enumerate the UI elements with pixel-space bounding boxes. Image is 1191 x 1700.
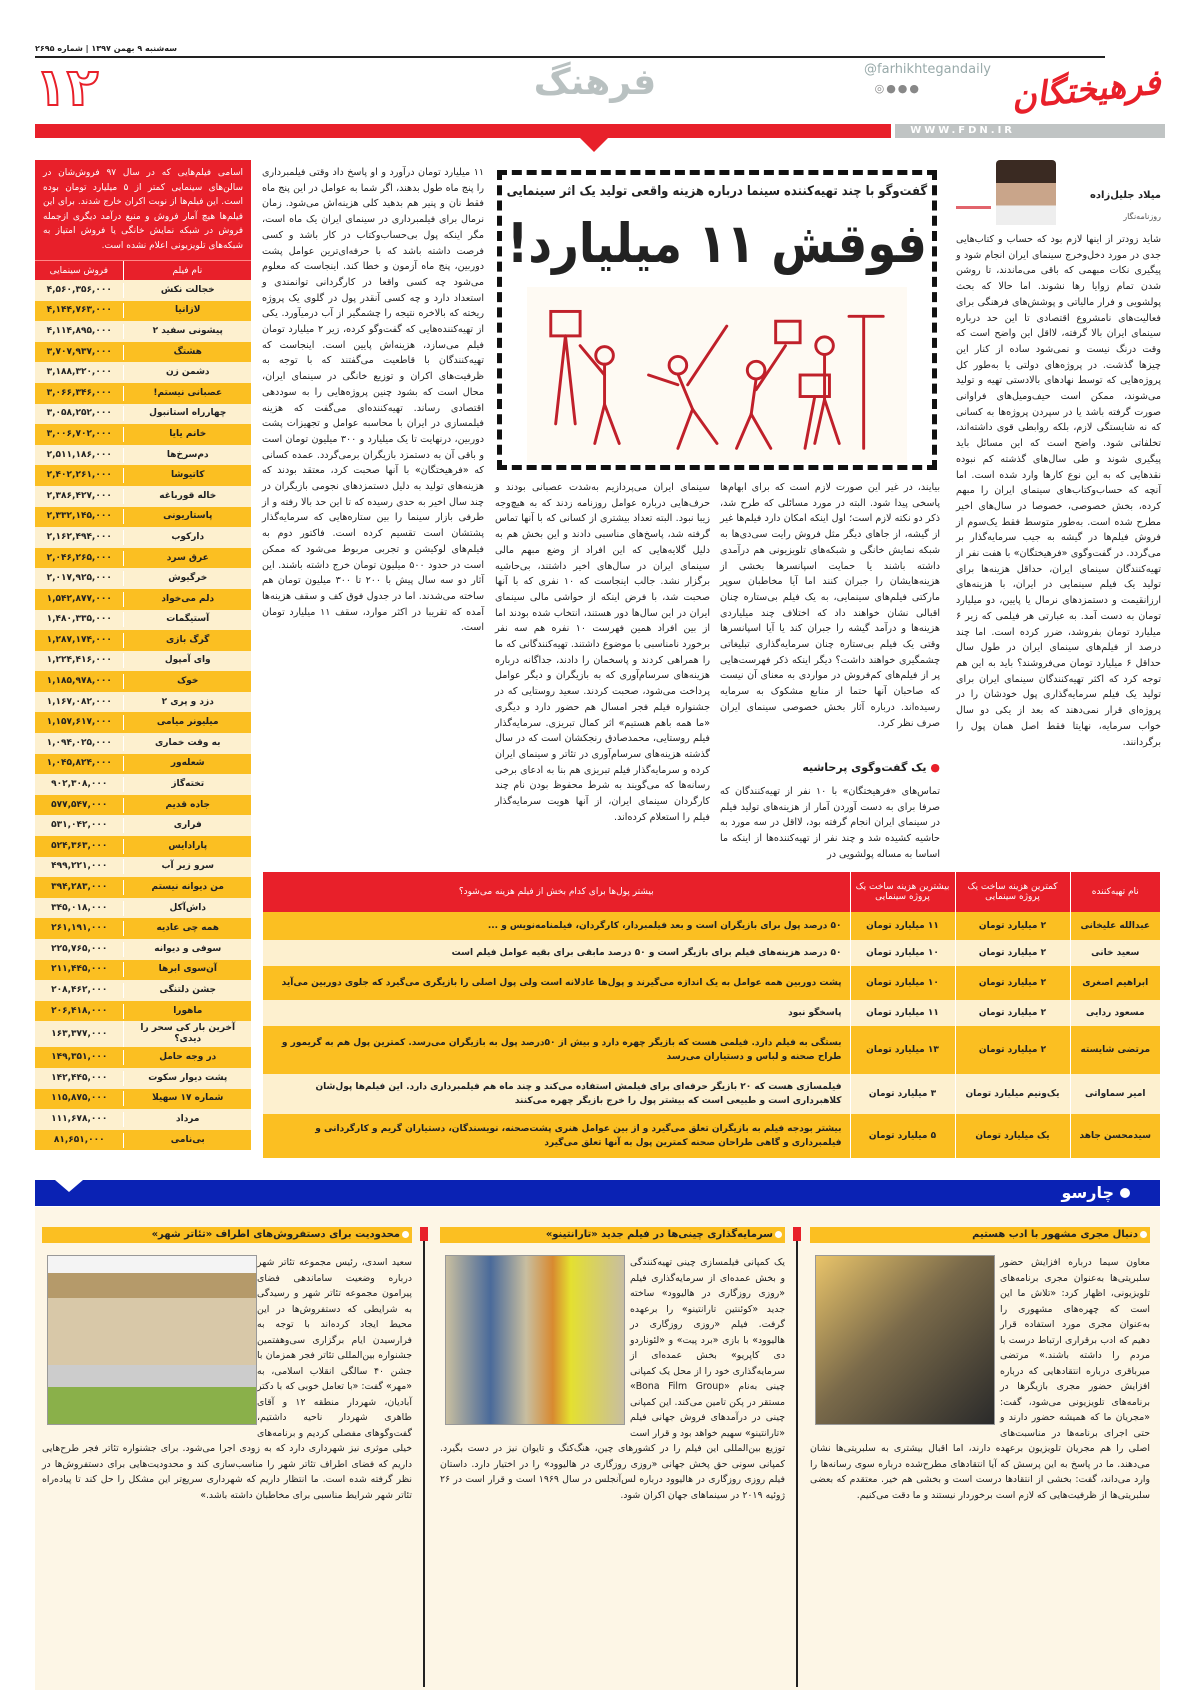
charsoo-band: [35, 1180, 1160, 1206]
film-name: لازانیا: [123, 303, 251, 318]
producers-table: [262, 872, 1160, 1158]
film-name: داش‌آکل: [123, 901, 251, 916]
box-office-row: [35, 610, 251, 631]
film-name: هشتگ: [123, 345, 251, 360]
box-office-row: [35, 342, 251, 363]
min-cost: یک میلیارد تومان: [955, 1114, 1070, 1158]
film-name: آن‌سوی ابرها: [123, 962, 251, 977]
producer-name: عبدالله علیخانی: [1070, 912, 1160, 940]
producer-name: مسعود ردایی: [1070, 1000, 1160, 1026]
story-title: دنبال مجری مشهور با ادب هستیم: [810, 1227, 1150, 1243]
box-office-amount: ۱,۱۸۵,۹۷۸,۰۰۰: [46, 676, 112, 687]
box-office-amount: ۲۶۱,۱۹۱,۰۰۰: [51, 923, 108, 934]
box-office-amount: ۲,۱۶۲,۴۹۴,۰۰۰: [46, 531, 112, 542]
header-max-cost: بیشترین هزینه ساخت یک پروژه سینمایی: [850, 872, 955, 912]
box-office-row: [35, 836, 251, 857]
film-name: میلیونر میامی: [123, 715, 251, 730]
box-office-amount: ۸۱,۶۵۱,۰۰۰: [53, 1134, 105, 1145]
spending-note: بستگی به فیلم دارد. فیلمی هست که بازیگر چهره دارد و بیش از ۵۰درصد پول به بازیگران می‌رسد. کمترین پول هم به گریمور و طراح صحنه و لباس و دستیاران می‌رسد: [263, 1026, 851, 1074]
box-office-row: [35, 877, 251, 898]
box-office-intro: اسامی فیلم‌هایی که در سال ۹۷ فروش‌شان در سالن‌های سینمایی کمتر از ۵ میلیارد تومان بوده است. این فیلم‌ها از نوبت اکران خارج شدند. برای این فیلم‌ها هیچ آمار فروش و منبع درآمد دیگری ازجمله فروش در شبکه نمایش خانگی یا فروش امتیاز به شبکه‌های تلویزیونی اعلام نشده است.: [35, 160, 251, 260]
headline: فوقش ۱۱ میلیارد!: [507, 212, 927, 275]
film-crew-illustration: [527, 287, 907, 463]
box-office-row: [35, 733, 251, 754]
box-office-row: [35, 630, 251, 651]
header-film-name: نام فیلم: [123, 261, 251, 280]
box-office-amount: ۳,۰۶۶,۳۴۶,۰۰۰: [46, 387, 112, 398]
spending-note: بیشتر بودجه فیلم به بازیگران تعلق می‌گیرد و از بین عوامل هنری پشت‌صحنه، نویسندگان، دستیاران گریم و کارگردانی و فیلمبرداری و گاهی طراحان صحنه کمترین پول به آنها تعلق می‌گیرد: [263, 1114, 851, 1158]
box-office-amount: ۱۴۲,۴۴۵,۰۰۰: [51, 1072, 108, 1083]
box-office-amount: ۱,۴۸۰,۳۳۵,۰۰۰: [46, 614, 112, 625]
box-office-row: [35, 1089, 251, 1110]
producer-name: امیر سماواتی: [1070, 1074, 1160, 1114]
story-celebrity-hosts: [810, 1227, 1150, 1687]
box-office-row: [35, 898, 251, 919]
film-name: سوفی و دیوانه: [123, 942, 251, 957]
film-name: آستیگمات: [123, 612, 251, 627]
box-office-amount: ۲۰۶,۴۱۸,۰۰۰: [51, 1005, 108, 1016]
box-office-row: [35, 651, 251, 672]
box-office-row: [35, 404, 251, 425]
film-name: عرق سرد: [123, 551, 251, 566]
film-name: پشت دیوار سکوت: [123, 1071, 251, 1086]
article-column-center-right: بیایند، در غیر این صورت لازم است که برای ابهام‌ها پاسخی پیدا شود. البته در مورد مسائلی که طرح شد، ذکر دو نکته لازم است؛ اول اینکه امکان دارد فیلم‌ها غیر از گیشه، از جاهای دیگر مثل فروش رایت سی‌دی‌ها به شبکه نمایش خانگی و شبکه‌های تلویزیونی هم درآمدی داشته باشند یا حمایت اسپانسرها بخشی از هزینه‌هایشان را جبران کنند اما آیا مخاطبان سوپر مارکتی فیلم‌های سینمایی، به یک فیلم بی‌ستاره چنان اقبالی نشان خواهند داد که اختلاف چند میلیاردی هزینه‌ها و درآمد گیشه را جبران کند یا آیا اسپانسرها وقتی یک فیلم بی‌ستاره چنان سرمایه‌گذاری تبلیغاتی چشمگیری خواهند داشت؟ دیگر اینکه ذکر فهرست‌هایی پر از فیلم‌های کم‌فروش در مواردی به معنای آن نیست که صاحبان آنها حتما از منابع مشکوک به سرمایه رسیده‌اند. درباره آثار بخش خصوصی سینمای ایران صرف نظر کرد.: [720, 482, 940, 729]
box-office-row: [35, 1021, 251, 1047]
box-office-rows: [35, 280, 251, 1150]
story-title: محدودیت برای دستفروش‌های اطراف «تئاتر شهر»: [42, 1227, 412, 1243]
box-office-row: [35, 280, 251, 301]
film-name: تخته‌گاز: [123, 777, 251, 792]
film-name: مرداد: [123, 1112, 251, 1127]
box-office-amount: ۲,۳۳۲,۱۴۵,۰۰۰: [46, 511, 112, 522]
subhead: ● یک گفت‌وگوی پرحاشیه: [720, 760, 940, 776]
top-rule: [35, 56, 1105, 58]
film-name: شعله‌ور: [123, 756, 251, 771]
box-office-amount: ۲,۰۱۷,۹۲۵,۰۰۰: [46, 573, 112, 584]
box-office-amount: ۱۱۵,۸۷۵,۰۰۰: [51, 1093, 108, 1104]
box-office-row: [35, 1109, 251, 1130]
producer-name: ابراهیم اصغری: [1070, 966, 1160, 1000]
box-office-amount: ۴,۱۴۴,۷۶۳,۰۰۰: [46, 305, 112, 316]
article-column-center-left: سینمای ایران می‌پردازیم به‌شدت عصبانی بودند و حرف‌هایی درباره عوامل روزنامه زدند که به هیچ‌وجه زیبا نبود. البته تعداد بیشتری از کسانی که با آنها تماس گرفته شد، پاسخ‌های مناسبی دادند و این بخش هم به دلیل گلایه‌هایی که این افراد از وضع مبهم مالی سینمای ایران در سال‌های اخیر داشتند، بی‌حاشیه برگزار نشد. جالب اینجاست که ۱۰ نفری که با آنها صحبت شد، با فرض اینکه از حواشی مالی سینمای ایران در این سال‌ها دور هستند، انتخاب شده بودند اما از بین افراد همین فهرست ۱۰ نفره هم سه نفر برخورد نامناسبی با موضوع داشتند. تهیه‌کنندگانی که ما را همراهی کردند و پاسخمان را دادند، جداگانه درباره هزینه‌های سرسام‌آوری که به بازیگران و دیگر عوامل پرداخت می‌شود، صحبت کردند. سعید روستایی که در جشنواره فیلم فجر امسال هم حضور دارد و دیگری «ما همه باهم هستیم» اثر کمال تبریزی. سرمایه‌گذار فیلم روستایی، محمدصادق رنجکشان است که در سال گذشته هزینه‌های سرسام‌آوری در تئاتر و سینمای ایران کرده و سرمایه‌گذار فیلم تبریزی هم بنا به ادعای برخی رسانه‌ها که می‌گویند به شرط محفوظ بودن نام چند کارگردان سینمای ایران، از آنها هویت سرمایه‌گذار فیلم را استعلام کرده‌اند.: [495, 482, 710, 823]
max-cost: ۱۰ میلیارد تومان: [850, 966, 955, 1000]
box-office-row: [35, 321, 251, 342]
box-office-row: [35, 939, 251, 960]
box-office-amount: ۲۰۸,۴۶۲,۰۰۰: [51, 984, 108, 995]
box-office-row: [35, 301, 251, 322]
film-name: چهارراه استانبول: [123, 406, 251, 421]
box-office-row: [35, 857, 251, 878]
box-office-amount: ۱,۰۹۴,۰۲۵,۰۰۰: [46, 737, 112, 748]
box-office-row: [35, 918, 251, 939]
film-name: گرگ بازی: [123, 633, 251, 648]
column-separator: [423, 1227, 425, 1687]
header-min-cost: کمترین هزینه ساخت یک پروژه سینمایی: [955, 872, 1070, 912]
bullet-icon: [1120, 1188, 1130, 1198]
box-office-amount: ۲,۳۸۶,۴۲۷,۰۰۰: [46, 490, 112, 501]
producer-row: [263, 1026, 1161, 1074]
film-name: خاله قورباغه: [123, 489, 251, 504]
max-cost: ۵ میلیارد تومان: [850, 1114, 955, 1158]
producer-row: [263, 912, 1161, 940]
film-name: دلم می‌خواد: [123, 592, 251, 607]
author-photo: [996, 160, 1056, 225]
film-name: همه چی عادیه: [123, 921, 251, 936]
film-name: به وقت خماری: [123, 736, 251, 751]
section-title: فرهنگ: [533, 62, 657, 103]
box-office-row: [35, 445, 251, 466]
box-office-table: [35, 160, 251, 1174]
box-office-row: [35, 692, 251, 713]
min-cost: ۲ میلیارد تومان: [955, 1026, 1070, 1074]
story-body: [810, 1255, 1150, 1685]
producer-row: [263, 1000, 1161, 1026]
max-cost: ۱۰ میلیارد تومان: [850, 940, 955, 966]
film-name: خوک: [123, 674, 251, 689]
column-separator: [796, 1227, 798, 1687]
author-rule: [956, 206, 991, 209]
article-column-left: ۱۱ میلیارد تومان درآورد و او پاسخ داد وقتی فیلمبرداری را پنج ماه طول بدهند، اگر شما به عوامل در این پنج ماه فقط نان و پنیر هم بدهید کلی هزینه‌اش می‌شود. زمان نرمال برای فیلمبرداری در سینمای ایران یک ماه است، مگر اینکه پول بی‌حساب‌وکتاب در کار باشد و کسی فرصت داشته باشد که با حرفه‌ای‌ترین عوامل پشت دوربین، پنج ماه آزمون و خطا کند. اینجاست که معلوم می‌شود چه کسی واقعا در کارگردانی توانمندی و استعداد دارد و چه کسی آنقدر پول در گلوی یک پروژه ریخته که بالاخره نتیجه را چشمگیر از آب درمیآورد. یکی از تهیه‌کننده‌هایی که گفت‌وگو کرده، زیر ۲ میلیارد تومان فیلم می‌سازد، هزینه‌اش پایین است. اینجاست که تهیه‌کنندگان با قاطعیت می‌گفتند که با توجه به ظرفیت‌های اکران و توزیع خانگی در سینمای ایران، محال است که بشود چنین پروژه‌هایی را به سوددهی اقتصادی رساند. تهیه‌کننده‌ای می‌گفت که هزینه فیلمسازی در ایران با محاسبه عوامل و تجهیزات پشت دوربین، درنهایت تا یک میلیارد و ۳۰۰ میلیون تومان است و باقی آن به دستمزد بازیگران برمی‌گردد. عمده کسانی که «فرهیختگان» با آنها صحبت کرد، معتقد بودند که هزینه‌های تولید به دلیل دستمزدهای نجومی بازیگران در چند سال اخیر به حدی رسیده که تا این حد بالا رفته و از طرفی بازار سینما را بین ستاره‌هایی که سرمایه‌گذار پشتشان است تقسیم کرده است. فاکتور دوم به فیلم‌های لوکیشن و تجربی مربوط می‌شود که ممکن است در حدود ۵۰۰ میلیون تومان خرج داشته باشند. این آثار دو سه سال پیش با ۲۰۰ تا ۳۰۰ میلیون تومان هم ساخته می‌شدند. اما در جدول فوق کف و سقف هزینه‌ها آمده که تقریبا در اکثر موارد، سقف ۱۱ میلیارد تومان است.: [262, 167, 484, 634]
box-office-amount: ۱,۵۴۲,۸۷۷,۰۰۰: [46, 593, 112, 604]
box-office-amount: ۱۱۱,۶۷۸,۰۰۰: [51, 1113, 108, 1124]
story-text: سعید اسدی، رئیس مجموعه تئاتر شهر درباره وضعیت ساماندهی فضای پیرامون مجموعه تئاتر شهر و رسیدگی به شرایطی که دستفروش‌ها در این محیط ایجاد کرده‌اند با توجه به فرارسیدن ایام برگزاری سی‌وهفتمین جشنواره بین‌المللی تئاتر فجر همزمان با جشن ۴۰ سالگی انقلاب اسلامی، به «مهر» گفت: «با تعامل خوبی که با دکتر آبادیان، شهردار منطقه ۱۲ و آقای طاهری شهردار ناحیه داشتیم، گفت‌وگوهای مفصلی کردیم و برنامه‌های خیلی موثری نیز شهرداری دارد که به زودی اجرا می‌شود. برای جشنواره تئاتر فجر طرح‌هایی داریم که فضای اطراف تئاتر شهر را مناسب‌سازی کند و محدودیت‌هایی برای دستفروش‌ها در نظر گرفته شده است. ما انتظار داریم که شهرداری سریع‌تر این مشکل را حل کند تا پیاده‌راه تئاتر شهر شرایط مناسبی برای مخاطبان داشته باشد.»: [42, 1257, 412, 1501]
charsoo-section: [35, 1207, 1160, 1690]
box-office-row: [35, 754, 251, 775]
charsoo-title: چارسو: [1061, 1183, 1114, 1202]
social-icons: ◎●●●: [874, 82, 921, 95]
box-office-row: [35, 815, 251, 836]
story-title: سرمایه‌گذاری چینی‌ها در فیلم جدید «تارانتینو»: [440, 1227, 785, 1243]
producer-name: سیدمحسن جاهد: [1070, 1114, 1160, 1158]
box-office-amount: ۴,۱۱۴,۸۹۵,۰۰۰: [46, 325, 112, 336]
box-office-row: [35, 1001, 251, 1022]
box-office-amount: ۲,۵۱۱,۱۸۶,۰۰۰: [46, 449, 112, 460]
film-name: سرو زیر آب: [123, 859, 251, 874]
producer-name: مرتضی شایسته: [1070, 1026, 1160, 1074]
newspaper-logo: فرهیختگان: [1009, 62, 1163, 118]
spending-note: ۵۰ درصد پول برای بازیگران است و بعد فیلمبردار، کارگردان، فیلمنامه‌نویس و ...: [263, 912, 851, 940]
min-cost: ۲ میلیارد تومان: [955, 1000, 1070, 1026]
film-name: ماهورا: [123, 1004, 251, 1019]
film-name: خجالت نکش: [123, 283, 251, 298]
film-name: جاده قدیم: [123, 798, 251, 813]
film-name: جشن دلتنگی: [123, 983, 251, 998]
box-office-row: [35, 774, 251, 795]
film-name: پارادایس: [123, 839, 251, 854]
author-box: [956, 160, 1161, 230]
box-office-amount: ۱,۲۲۴,۴۱۶,۰۰۰: [46, 655, 112, 666]
social-handle: @farhikhtegandaily: [864, 62, 991, 77]
producer-row: [263, 1074, 1161, 1114]
box-office-row: [35, 980, 251, 1001]
box-office-row: [35, 960, 251, 981]
film-name: پاستاریونی: [123, 509, 251, 524]
headline-kicker: گفت‌وگو با چند تهیه‌کننده سینما درباره هزینه واقعی تولید یک اثر سینمایی: [506, 184, 928, 199]
film-name: دارکوب: [123, 530, 251, 545]
box-office-amount: ۹۰۲,۳۰۸,۰۰۰: [51, 779, 108, 790]
box-office-row: [35, 568, 251, 589]
box-office-amount: ۴۹۹,۲۲۱,۰۰۰: [51, 861, 108, 872]
film-name: فراری: [123, 818, 251, 833]
spending-note: پشت دوربین همه عوامل به یک اندازه می‌گیرند و پول‌ها عادلانه است ولی پول اصلی را بازیگری می‌گیرد که جلوی دوربین می‌آید: [263, 966, 851, 1000]
story-photo: [815, 1255, 995, 1425]
box-office-amount: ۳۹۴,۲۸۳,۰۰۰: [51, 882, 108, 893]
box-office-row: [35, 712, 251, 733]
film-name: کاتیوشا: [123, 468, 251, 483]
story-text: یک کمپانی فیلمسازی چینی تهیه‌کنندگی و بخش عمده‌ای از سرمایه‌گذاری فیلم «روزی روزگاری در هالیوود» ساخته جدید «کوئنتین تارانتینو» را برعهده گرفت. فیلم «روزی روزگاری در هالیوود» با بازی «برد پیت» و «لئوناردو دی کاپریو» بخش عمده‌ای از سرمایه‌گذاری خود را از محل یک کمپانی چینی به‌نام «Bona Film Group» مستقر در پکن تامین می‌کند. این کمپانی چینی در درآمدهای فروش جهانی فیلم «تارانتینو» سهیم خواهد بود و قرار است توزیع بین‌المللی این فیلم را در کشورهای چین، هنگ‌کنگ و تایوان نیز در دست بگیرد. کمپانی سونی حق پخش جهانی «روزی روزگاری در هالیوود» را در اختیار دارد. داستان فیلم روزی روزگاری در هالیوود درباره لس‌آنجلس در سال ۱۹۶۹ است و قرار است در ۲۶ ژوئیه ۲۰۱۹ در سینماهای جهان اکران شود.: [440, 1257, 785, 1501]
story-body: [42, 1255, 412, 1685]
box-office-row: [35, 507, 251, 528]
story-text: معاون سیما درباره افزایش حضور سلبریتی‌ها به‌عنوان مجری برنامه‌های تلویزیونی، اظهار کرد: «تلاش ما این است که چهره‌های مشهوری را به‌عنوان مجری مورد استفاده قرار دهیم که ادب برقراری ارتباط درست با مردم را داشته باشند.» مرتضی میرباقری درباره انتقادهایی که درباره افزایش حضور مجری بازیگرها در برنامه‌های تلویزیونی می‌شود، گفت: «مجریان ما که همیشه حضور دارند و حتی اجرای برنامه‌ها در مناسبت‌های اصلی را هم مجریان تلویزیون برعهده دارند، اما اقبال بیشتری به سلبریتی‌ها نشان می‌دهند. ما در پاسخ به این پرسش که آیا انتقادهای مطرح‌شده درباره سوی رسانه‌ها را وارد می‌داند، گفت: بخشی از انتقادها درست است و بخشی هم خیر. معتقدم که بعضی سلبریتی‌ها از ظرفیت‌هایی که لازم است برخوردار نیستند و ما دقت می‌کنیم.: [810, 1257, 1150, 1501]
box-office-amount: ۱۴۹,۳۵۱,۰۰۰: [51, 1052, 108, 1063]
article-column-center-right-2: تماس‌های «فرهیختگان» با ۱۰ نفر از تهیه‌کنندگان که صرفا برای به دست آوردن آمار از هزینه‌های تولید فیلم در سینمای ایران انجام گرفته بود، لااقل در سه مورد به حاشیه کشیده شد و چند نفر از تهیه‌کننده‌ها از اینکه ما اساسا به مساله پولشویی در: [720, 786, 941, 860]
story-theater: [42, 1227, 412, 1687]
film-name: در وجه حامل: [123, 1050, 251, 1065]
page-number: ۱۲: [35, 58, 99, 118]
box-office-amount: ۳,۱۸۸,۳۲۰,۰۰۰: [46, 367, 112, 378]
max-cost: ۱۱ میلیارد تومان: [850, 1000, 955, 1026]
box-office-row: [35, 465, 251, 486]
box-office-amount: ۵۳۱,۰۴۲,۰۰۰: [51, 820, 108, 831]
film-name: دزد و پری ۲: [123, 695, 251, 710]
producer-name: سعید خانی: [1070, 940, 1160, 966]
box-office-row: [35, 362, 251, 383]
box-office-header: [35, 260, 251, 280]
header-box-office: فروش سینمایی: [49, 266, 109, 276]
film-name: پیشونی سفید ۲: [123, 324, 251, 339]
producer-row: [263, 966, 1161, 1000]
story-body: [440, 1255, 785, 1685]
header-notch: [580, 138, 608, 152]
film-name: شماره ۱۷ سهیلا: [123, 1091, 251, 1106]
spending-note: پاسخگو نبود: [263, 1000, 851, 1026]
box-office-row: [35, 1130, 251, 1151]
story-photo: [47, 1255, 257, 1425]
box-office-row: [35, 671, 251, 692]
film-name: آخرین بار کی سحر را دیدی؟: [123, 1021, 251, 1047]
box-office-amount: ۴,۵۶۰,۳۵۶,۰۰۰: [46, 284, 112, 295]
film-name: من دیوانه نیستم: [123, 880, 251, 895]
box-office-amount: ۱,۲۸۷,۱۷۴,۰۰۰: [46, 634, 112, 645]
box-office-row: [35, 795, 251, 816]
article-column-right: شاید زودتر از اینها لازم بود که حساب و کتاب‌هایی جدی در مورد دخل‌وخرج سینمای ایران انجام شود و پیگیری نکات مبهمی که باقی می‌ماندند، تا روشن شدن تمام زوایا رها نشوند. اما حالا که بحث پولشویی و فرار مالیاتی و پوشش‌های فرهنگی برای فعالیت‌های نامشروع اقتصادی تا این حد درباره سینمای ایران بالا گرفته، لااقل این واضح است که وقت درنگ نیست و نمی‌شود ساده از کنار این چیزها گذشت. در پروژه‌های دولتی یا به‌طور کل پروژه‌هایی که توسط نهادهای بالادستی تهیه و تولید می‌شوند، ممکن است حیف‌ومیل‌های فراوانی صورت گرفته باشد یا در سپردن پروژه‌ها به کسانی که نه شایستگی لازم، بلکه روابطی قوی داشته‌اند، تخلفاتی شود. واضح است که این مسائل باید پیگیری شوند و طی سال‌های گذشته کم نبوده نقدهایی که به این نوع کارها وارد شده است. اما آنچه که حساب‌وکتاب‌های سینمای ایران را مبهم کرده، بخش خصوصی، خصوصا در سال‌های اخیر مطرح شده است. به‌طور متوسط فقط یک‌سوم از فروش فیلم‌ها در گیشه به جیب سرمایه‌گذار بر می‌گردد. در گفت‌وگوی «فرهیختگان» با هفت نفر از تهیه‌کنندگان سینمای ایران، حداقل هزینه‌ها برای تولید یک فیلم سینمایی در ایران، با هزینه‌های ارزانقیمت و دستمزدهای نرمال یا پایین، دو میلیارد تومان به دست آمد. به عبارتی هر فیلمی که زیر ۶ میلیارد تومان بفروشد، ضرر کرده است. اما چند درصد از فیلم‌های سینمای ایران در طول سال حداقل ۶ میلیارد تومان می‌فروشند؟ باید به این هم توجه کرد که اکثر تهیه‌کنندگان سینمای ایران برای تولید یک فیلم سرمایه‌گذاری پول خودشان را در پروژه‌ای قرار نمی‌دهند که بعد از یکی دو سال خواب سرمایه، نهایتا فقط اصل همان پول را برگردانند.: [956, 234, 1161, 748]
band-notch: [55, 1180, 83, 1192]
box-office-amount: ۳,۷۰۷,۹۳۷,۰۰۰: [46, 346, 112, 357]
box-office-row: [35, 424, 251, 445]
story-photo: [445, 1255, 625, 1425]
box-office-amount: ۵۲۴,۳۶۳,۰۰۰: [51, 840, 108, 851]
producer-row: [263, 940, 1161, 966]
box-office-row: [35, 548, 251, 569]
box-office-amount: ۱,۱۶۷,۰۸۲,۰۰۰: [46, 696, 112, 707]
box-office-row: [35, 383, 251, 404]
producer-row: [263, 1114, 1161, 1158]
box-office-row: [35, 527, 251, 548]
min-cost: ۲ میلیارد تومان: [955, 966, 1070, 1000]
film-name: دم‌سرخ‌ها: [123, 448, 251, 463]
min-cost: یک‌ونیم میلیارد تومان: [955, 1074, 1070, 1114]
author-role: روزنامه‌نگار: [1123, 212, 1161, 221]
dateline: سه‌شنبه ۹ بهمن ۱۳۹۷ | شماره ۲۶۹۵: [35, 44, 177, 53]
author-name: میلاد جلیل‌زاده: [1090, 190, 1161, 201]
film-name: وای آمپول: [123, 653, 251, 668]
film-name: بی‌نامی: [123, 1133, 251, 1148]
box-office-amount: ۱۶۳,۳۷۷,۰۰۰: [51, 1028, 108, 1039]
box-office-row: [35, 486, 251, 507]
box-office-amount: ۱,۰۴۵,۸۲۴,۰۰۰: [46, 758, 112, 769]
story-tarantino: [440, 1227, 785, 1687]
film-name: عصبانی نیستم!: [123, 386, 251, 401]
box-office-amount: ۲۲۵,۷۶۵,۰۰۰: [51, 943, 108, 954]
box-office-amount: ۲۱۱,۴۴۵,۰۰۰: [51, 964, 108, 975]
film-name: خانم یایا: [123, 427, 251, 442]
min-cost: ۲ میلیارد تومان: [955, 940, 1070, 966]
min-cost: ۲ میلیارد تومان: [955, 912, 1070, 940]
box-office-amount: ۵۷۷,۵۴۷,۰۰۰: [51, 799, 108, 810]
header-red-bar: [35, 124, 891, 138]
headline-box: [497, 170, 937, 470]
box-office-row: [35, 1047, 251, 1068]
max-cost: ۱۱ میلیارد تومان: [850, 912, 955, 940]
header-spending: بیشتر پول‌ها برای کدام بخش از فیلم هزینه می‌شود؟: [263, 872, 851, 912]
max-cost: ۳ میلیارد تومان: [850, 1074, 955, 1114]
box-office-amount: ۳,۰۰۶,۷۰۲,۰۰۰: [46, 428, 112, 439]
spending-note: فیلمسازی هست که ۲۰ بازیگر حرفه‌ای برای فیلمش استفاده می‌کند و چند ماه هم فیلمبرداری دارد. این فیلم‌ها پول‌شان کلاهبرداری است و طبیعی است که بیشتر پول را خرج بازیگر چهره می‌کنند: [263, 1074, 851, 1114]
box-office-amount: ۱,۱۵۷,۶۱۷,۰۰۰: [46, 717, 112, 728]
box-office-amount: ۲,۴۰۲,۲۶۱,۰۰۰: [46, 470, 112, 481]
box-office-row: [35, 589, 251, 610]
box-office-amount: ۳,۰۵۸,۲۵۲,۰۰۰: [46, 408, 112, 419]
header-producer: نام تهیه‌کننده: [1070, 872, 1160, 912]
box-office-amount: ۳۴۵,۰۱۸,۰۰۰: [51, 902, 108, 913]
spending-note: ۵۰ درصد هزینه‌های فیلم برای بازیگر است و ۵۰ درصد مابقی برای بقیه عوامل فیلم است: [263, 940, 851, 966]
newspaper-logo-frame: [998, 51, 1173, 128]
box-office-row: [35, 1068, 251, 1089]
website-bar: WWW.FDN.IR: [895, 124, 1165, 138]
max-cost: ۱۳ میلیارد تومان: [850, 1026, 955, 1074]
box-office-amount: ۲,۰۴۶,۲۶۵,۰۰۰: [46, 552, 112, 563]
film-name: خرگیوش: [123, 571, 251, 586]
film-name: دشمن زن: [123, 365, 251, 380]
